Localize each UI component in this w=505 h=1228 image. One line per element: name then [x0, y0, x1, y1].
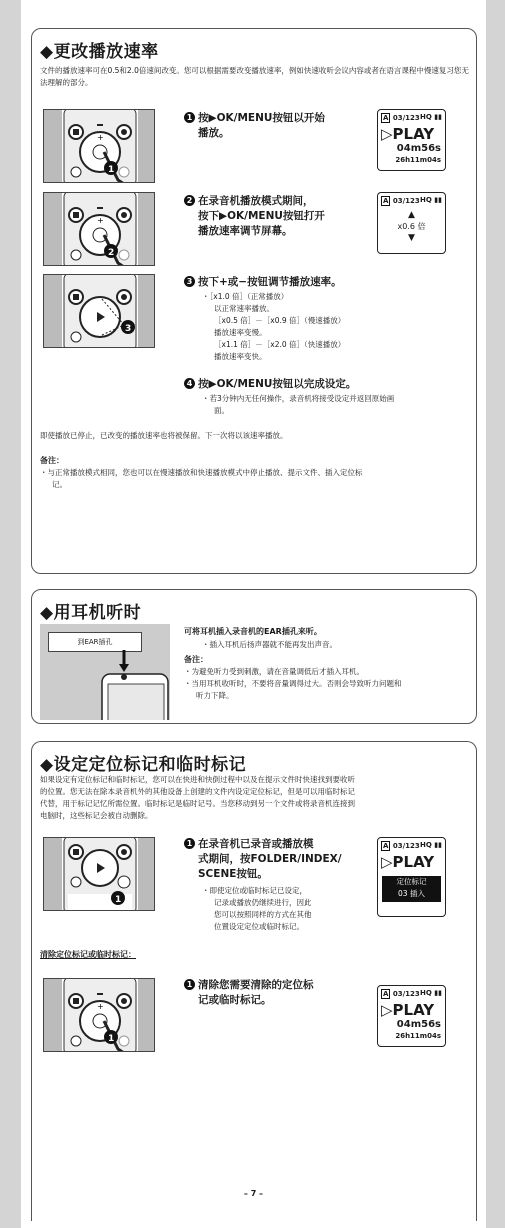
- device-illustration: [43, 109, 155, 183]
- lcd-display-play: [377, 985, 446, 1047]
- option-desc: 以正常速率播放。: [214, 304, 274, 313]
- clear-marks-heading: 清除定位标记或临时标记：: [40, 950, 136, 959]
- battery-icon: ▮▮: [434, 841, 442, 849]
- step-text: 按▶OK/MENU按钮以完成设定。: [198, 378, 357, 390]
- lcd-quality: HQ: [420, 841, 432, 849]
- svg-text:+: +: [97, 133, 104, 142]
- section-title: ◆用耳机听时: [40, 603, 142, 623]
- lcd-elapsed-time: 04m56s: [396, 1019, 441, 1030]
- after-text: 即使播放已停止，已改变的播放速率也将被保留。下一次将以该速率播放。: [40, 431, 288, 440]
- step-text: 记或临时标记。: [198, 994, 272, 1006]
- manual-page: [21, 0, 486, 1228]
- lcd-file-number: 03/123: [392, 197, 420, 205]
- section-intro: [40, 774, 472, 822]
- note-text: 听力下降。: [196, 691, 234, 700]
- lcd-speed-value: x0.6 倍: [397, 222, 426, 231]
- step-1: [184, 111, 374, 141]
- folder-a-icon: A: [383, 990, 389, 998]
- step-text: 式期间，按FOLDER/INDEX/: [198, 853, 342, 865]
- option-desc: 播放速率变慢。: [214, 328, 267, 337]
- section-title: ◆更改播放速率: [40, 42, 159, 62]
- step-number-icon: 4: [184, 378, 195, 389]
- note-text: 位置设定定位或临时标记。: [214, 922, 304, 931]
- step-text: 播放速率调节屏幕。: [198, 225, 293, 237]
- folder-a-icon: A: [383, 114, 389, 122]
- callout-label: 到EAR插孔: [48, 632, 142, 652]
- step-text: 按▶OK/MENU按钮以开始: [198, 112, 325, 124]
- note-title: 备注：: [184, 655, 208, 664]
- svg-text:1: 1: [108, 1034, 115, 1044]
- note-text: 记。: [52, 480, 67, 489]
- lcd-display-speed: [377, 192, 446, 254]
- option-normal: ・ ［x1.0 倍］（正常播放）: [202, 291, 472, 303]
- note-text: 您可以按照同样的方式在其他: [214, 910, 312, 919]
- section-intro: 文件的播放速率可在0.5和2.0倍速间改变。您可以根据需要改变播放速率，例如快速收听会议内容或者在语言课程中慢速复习您无法理解的部分。: [40, 66, 469, 87]
- lcd-quality: HQ: [420, 113, 432, 121]
- intro-line: 代替，用于标记记忆所需位置。临时标记是临时记号。当您移动到另一个文件或将录音机连接到: [40, 799, 355, 808]
- lcd-display-play: [377, 109, 446, 171]
- step-number-icon: 3: [184, 276, 195, 287]
- svg-text:2: 2: [108, 248, 115, 258]
- lcd-mode: ▷PLAY: [381, 853, 435, 871]
- note-text: ・ 为避免听力受到刺激，请在音量调低后才插入耳机。: [184, 666, 474, 678]
- play-icon: ▷: [381, 1001, 393, 1019]
- page-number: – 7 –: [243, 1189, 264, 1198]
- lcd-display-index: [377, 837, 446, 917]
- battery-icon: ▮▮: [434, 196, 442, 204]
- note-text: ・ 当用耳机收听时，不要将音量调得过大。否则会导致听力问题和: [184, 678, 474, 690]
- step-text: 在录音机播放模式期间，: [198, 195, 314, 207]
- note-body: [40, 467, 470, 491]
- lcd-quality: HQ: [420, 196, 432, 204]
- option-fast: ［x1.1 倍］－［x2.0 倍］（快速播放）: [214, 340, 346, 349]
- intro-line: 如果设定有定位标记和临时标记，您可以在快进和快倒过程中以及在提示文件时快速找到要收听: [40, 775, 355, 784]
- svg-text:+: +: [97, 216, 104, 225]
- lcd-file-number: 03/123: [392, 114, 420, 122]
- section-earphone: [31, 589, 477, 724]
- lcd-message: [382, 876, 441, 902]
- lcd-message-line: 定位标记: [396, 877, 427, 886]
- step-2: [184, 194, 374, 239]
- step-text: 清除您需要清除的定位标: [198, 979, 314, 991]
- play-icon: ▷: [381, 853, 393, 871]
- step-number-icon: 1: [184, 112, 195, 123]
- lcd-elapsed-time: 04m56s: [396, 143, 441, 154]
- step-text: 按下+或−按钮调节播放速率。: [198, 276, 342, 288]
- step-4-note: [202, 393, 472, 417]
- svg-text:+: +: [97, 1002, 104, 1011]
- earphone-heading: 可将耳机插入录音机的EAR插孔来听。: [184, 627, 322, 636]
- down-arrow-icon: ▼: [408, 233, 415, 243]
- step-4: [184, 377, 474, 392]
- section-title: ◆设定定位标记和临时标记: [40, 755, 247, 775]
- battery-icon: ▮▮: [434, 989, 442, 997]
- up-arrow-icon: ▲: [408, 210, 415, 220]
- note-body: [184, 666, 474, 702]
- svg-text:1: 1: [108, 165, 115, 175]
- lcd-file-number: 03/123: [392, 842, 420, 850]
- lcd-total-time: 26h11m04s: [395, 156, 441, 164]
- folder-a-icon: A: [383, 842, 389, 850]
- device-illustration: [43, 192, 155, 266]
- step-number-icon: 1: [184, 979, 195, 990]
- lcd-total-time: 26h11m04s: [395, 1032, 441, 1040]
- earphone-illustration: [40, 624, 170, 720]
- svg-text:1: 1: [115, 895, 122, 905]
- step-text: SCENE按钮。: [198, 868, 268, 880]
- lcd-mode: ▷PLAY: [381, 125, 435, 143]
- step-1: [184, 837, 374, 882]
- speed-options: [202, 291, 472, 363]
- device-illustration: [43, 837, 155, 911]
- lcd-file-number: 03/123: [392, 990, 420, 998]
- battery-icon: ▮▮: [434, 113, 442, 121]
- clear-step: [184, 978, 374, 1008]
- step-text: 按下▶OK/MENU按钮打开: [198, 210, 325, 222]
- lcd-quality: HQ: [420, 989, 432, 997]
- option-slow: ［x0.5 倍］－［x0.9 倍］（慢速播放）: [214, 316, 346, 325]
- note-text: ・ 与正常播放模式相同，您也可以在慢速播放和快速播放模式中停止播放、提示文件、插入定位标: [40, 467, 470, 479]
- note-text: ・ 即使定位或临时标记已设定，: [202, 885, 372, 897]
- step-1-note: [202, 885, 372, 933]
- step-3: [184, 275, 474, 290]
- intro-line: 电脑时，这些标记会被自动删除。: [40, 811, 153, 820]
- device-illustration: [43, 978, 155, 1052]
- step-number-icon: 1: [184, 838, 195, 849]
- folder-a-icon: A: [383, 197, 389, 205]
- section-playback-speed: [31, 28, 477, 574]
- note-text: ・ 若3分钟内无任何操作，录音机将接受设定并返回原始画: [202, 393, 472, 405]
- note-text: 记录或播放仍继续进行，因此: [214, 898, 312, 907]
- earphone-sub: ・ 插入耳机后扬声器就不能再发出声音。: [202, 639, 337, 651]
- step-number-icon: 2: [184, 195, 195, 206]
- intro-line: 的位置。您无法在除本录音机外的其他设备上创建的文件内设定定位标记，但是可以用临时标记: [40, 787, 355, 796]
- lcd-mode: ▷PLAY: [381, 1001, 435, 1019]
- svg-text:3: 3: [125, 324, 132, 334]
- device-illustration: [43, 274, 155, 348]
- option-desc: 播放速率变快。: [214, 352, 267, 361]
- section-index-marks: [31, 741, 477, 1221]
- step-text: 播放。: [198, 127, 230, 139]
- note-text: 面。: [214, 406, 229, 415]
- play-icon: ▷: [381, 125, 393, 143]
- note-title: 备注：: [40, 456, 64, 465]
- lcd-message-line: 03 插入: [398, 889, 425, 898]
- step-text: 在录音机已录音或播放模: [198, 838, 314, 850]
